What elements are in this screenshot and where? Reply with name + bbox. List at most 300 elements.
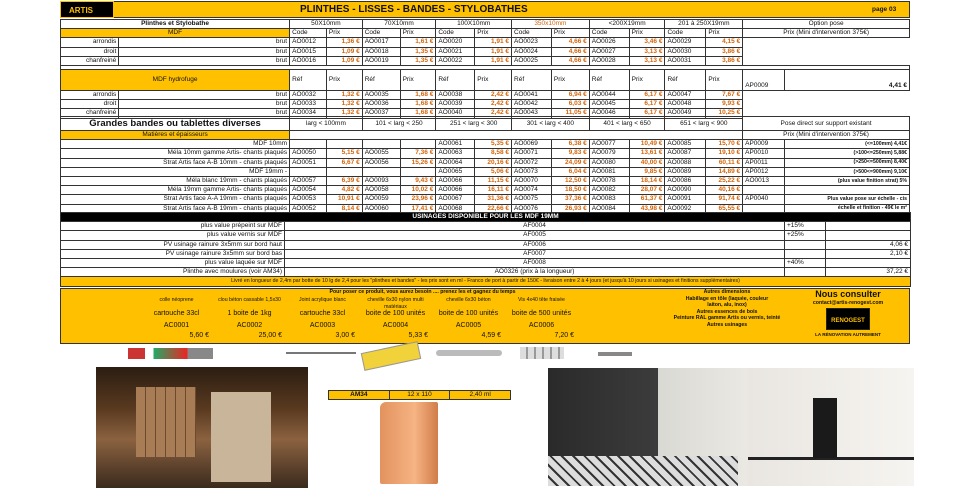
table-cell: AO0043 xyxy=(512,109,552,118)
table-cell: AO0018 xyxy=(362,47,400,56)
col-ref: Réf xyxy=(290,69,327,90)
table-cell: arrondis xyxy=(61,38,119,47)
table-cell: 15,70 € xyxy=(706,140,743,149)
table-cell: chanfreiné xyxy=(61,56,119,65)
table-cell: AO0024 xyxy=(512,47,552,56)
table-cell: AO0091 xyxy=(665,195,706,204)
table-row xyxy=(61,167,910,176)
table-cell: Strat Artis face A-B 19mm - chants plaqués xyxy=(61,204,290,213)
table-cell: AO0061 xyxy=(436,140,475,149)
renogest-logo xyxy=(826,308,870,330)
table-cell: 8,14 € xyxy=(326,204,362,213)
table-cell: AP0012 xyxy=(743,167,785,176)
col-prix: Prix xyxy=(475,29,512,38)
table-cell: AO0078 xyxy=(589,176,629,185)
table-cell: AO0090 xyxy=(665,186,706,195)
pose-head: Pose direct sur support existant xyxy=(743,117,910,131)
table-row xyxy=(61,47,910,56)
table-cell: +40% xyxy=(785,258,826,267)
table-cell xyxy=(785,249,826,258)
table-cell: AO0056 xyxy=(362,158,400,167)
page-number: page 03 xyxy=(872,6,897,13)
table-cell: Plus value pose sur échelle - cis xyxy=(785,195,910,204)
table-cell: AO0073 xyxy=(512,167,552,176)
table-cell: 3,86 € xyxy=(706,56,743,65)
table-cell: 37,22 € xyxy=(826,268,911,277)
table-cell: 6,67 € xyxy=(326,158,362,167)
molding-sample xyxy=(380,402,438,484)
table-cell: brut xyxy=(119,100,290,109)
larg-head: 101 < larg < 250 xyxy=(362,117,436,131)
table-cell: 25,22 € xyxy=(706,176,743,185)
table-cell: AO0074 xyxy=(512,186,552,195)
table-cell: 15,26 € xyxy=(400,158,436,167)
table-cell: AO0028 xyxy=(589,56,629,65)
accessory-pack: boite de 100 unités xyxy=(438,310,499,317)
col-code: Code xyxy=(362,29,400,38)
table-cell: droit xyxy=(61,100,119,109)
table-cell: AF0004 xyxy=(285,222,785,231)
table-cell: 40,00 € xyxy=(629,158,665,167)
table-cell: plus value prépeint sur MDF xyxy=(61,222,285,231)
table-cell: AO0037 xyxy=(362,109,400,118)
col-prix: Prix xyxy=(629,29,665,38)
larg-head: 401 < larg < 650 xyxy=(589,117,665,131)
table-cell: AO0086 xyxy=(665,176,706,185)
plinthes-table xyxy=(60,19,910,119)
accessory-item xyxy=(432,296,505,344)
hallway xyxy=(748,368,914,486)
table-cell: 5,06 € xyxy=(475,167,512,176)
mdf-band: MDF xyxy=(61,29,290,38)
col-ref: Réf xyxy=(665,69,706,90)
size-head: 201 à 250X19mm xyxy=(665,20,743,29)
accessory-code: AC0006 xyxy=(528,322,555,329)
table-cell: 9,93 € xyxy=(706,100,743,109)
table-cell: AO0055 xyxy=(362,149,400,158)
glue-cartridge-icon xyxy=(128,348,213,359)
col-prix: Prix xyxy=(326,29,362,38)
table-cell: 1,35 € xyxy=(400,56,436,65)
brand-name: RENOGEST xyxy=(831,318,865,324)
table-cell: 9,85 € xyxy=(629,167,665,176)
table-cell: brut xyxy=(119,90,290,99)
table-cell: droit xyxy=(61,47,119,56)
table-cell: AO0047 xyxy=(665,90,706,99)
table-row xyxy=(61,249,911,258)
other-option-line: laiton, alu, inox) xyxy=(707,302,747,308)
table-cell: 2,42 € xyxy=(475,100,512,109)
table-cell: AO0034 xyxy=(290,109,327,118)
larg-head: 251 < larg < 300 xyxy=(436,117,512,131)
accessory-item xyxy=(286,296,359,344)
table-cell: 9,43 € xyxy=(400,176,436,185)
table-cell: MDF 10mm xyxy=(61,140,290,149)
am34-len: 2,40 ml xyxy=(450,391,511,400)
table-cell: AO0079 xyxy=(589,149,629,158)
table-cell xyxy=(785,268,826,277)
accessory-code: AC0003 xyxy=(309,322,336,329)
hydro-band: MDF hydrofuge xyxy=(61,69,290,90)
am34-spec xyxy=(328,390,511,400)
screw-icon xyxy=(598,352,632,356)
table-cell: Méla blanc 19mm - chants plaqués xyxy=(61,176,290,185)
table-cell: AO0032 xyxy=(290,90,327,99)
table-cell: 6,17 € xyxy=(629,109,665,118)
table-cell: 4,15 € xyxy=(706,38,743,47)
table-cell: (>500<=900mm) 9,10€ xyxy=(785,167,910,176)
other-options xyxy=(668,289,786,328)
table-cell: AO0015 xyxy=(290,47,327,56)
table-cell: 1,91 € xyxy=(475,47,512,56)
page-title-text: PLINTHES - LISSES - BANDES - STYLOBATHES xyxy=(300,4,528,15)
table-cell: PV usinage rainure 3x5mm sur bord bas xyxy=(61,249,285,258)
table-cell: 20,16 € xyxy=(475,158,512,167)
table-cell: 11,05 € xyxy=(551,109,589,118)
col-code: Code xyxy=(436,29,475,38)
table-cell: 24,09 € xyxy=(551,158,589,167)
table-cell: 22,66 € xyxy=(475,204,512,213)
table-cell: 4,66 € xyxy=(551,38,589,47)
table-cell: 31,36 € xyxy=(475,195,512,204)
usinages-rows xyxy=(61,222,911,277)
col-code: Code xyxy=(290,29,327,38)
col-code: Code xyxy=(512,29,552,38)
tiled-floor xyxy=(548,456,738,486)
table-cell: 17,41 € xyxy=(400,204,436,213)
table-cell xyxy=(785,240,826,249)
accessory-price: 4,59 € xyxy=(481,332,501,339)
table-cell: arrondis xyxy=(61,90,119,99)
table-row xyxy=(61,222,911,231)
table-cell: 5,35 € xyxy=(475,140,512,149)
hydro-option-code: AP0009 xyxy=(743,69,785,90)
table-cell: AO0041 xyxy=(512,90,552,99)
table-cell: 26,93 € xyxy=(551,204,589,213)
usinages-title: USINAGES DISPONIBLE POUR LES MDF 19MM xyxy=(61,213,911,222)
accessory-name: cheville 6x30 béton xyxy=(446,297,491,303)
table-cell: 3,13 € xyxy=(629,47,665,56)
bandes-rows xyxy=(61,140,910,214)
table-cell xyxy=(400,167,436,176)
table-cell: 10,91 € xyxy=(326,195,362,204)
table-cell: 7,36 € xyxy=(400,149,436,158)
table-cell: Strat Artis face A-B 10mm - chants plaqués xyxy=(61,158,290,167)
table-cell: +25% xyxy=(785,231,826,240)
table-cell: AO0081 xyxy=(589,167,629,176)
table-cell: AO0048 xyxy=(665,100,706,109)
table-cell: AO0049 xyxy=(665,109,706,118)
table-cell: AO0077 xyxy=(589,140,629,149)
table-cell xyxy=(785,186,910,195)
accessory-price: 7,20 € xyxy=(554,332,574,339)
table-cell: AO0075 xyxy=(512,195,552,204)
accessory-name: Joint acrylique blanc xyxy=(298,297,346,303)
other-option-line: Peinture RAL gamme Artis ou vernis, teinté xyxy=(673,315,781,321)
plinthes-heading: Plinthes et Stylobathe xyxy=(61,20,290,29)
accessory-price: 25,00 € xyxy=(258,332,282,339)
table-cell: 12,50 € xyxy=(551,176,589,185)
table-row xyxy=(61,140,910,149)
table-row xyxy=(61,56,910,65)
other-option-line: Autres essences de bois xyxy=(696,308,758,315)
table-cell: (<=100mm) 4,41€ xyxy=(785,140,910,149)
table-cell: 6,94 € xyxy=(551,90,589,99)
table-cell: AO0083 xyxy=(589,195,629,204)
table-cell: (>100<=250mm) 5,88€ xyxy=(785,149,910,158)
table-cell: AO0064 xyxy=(436,158,475,167)
accessory-item xyxy=(505,296,578,344)
table-cell: AO0030 xyxy=(665,47,706,56)
table-cell: AO0066 xyxy=(436,186,475,195)
table-cell: 43,98 € xyxy=(629,204,665,213)
table-cell: AF0006 xyxy=(285,240,785,249)
table-cell: AO0057 xyxy=(290,176,327,185)
table-cell xyxy=(826,231,911,240)
table-cell: AO0045 xyxy=(589,100,629,109)
table-cell: AO0013 xyxy=(743,176,785,185)
table-cell: AO0021 xyxy=(436,47,475,56)
table-cell: AO0020 xyxy=(436,38,475,47)
size-head: <200X19mm xyxy=(589,20,665,29)
hydro-option-price: 4,41 € xyxy=(785,69,910,90)
table-cell: AO0026 xyxy=(589,38,629,47)
table-cell: AO0038 xyxy=(436,90,475,99)
table-cell xyxy=(743,186,785,195)
table-row xyxy=(61,240,911,249)
table-cell: AO0025 xyxy=(512,56,552,65)
table-cell: 1,68 € xyxy=(400,100,436,109)
accessory-code: AC0004 xyxy=(382,322,409,329)
table-cell: AO0093 xyxy=(362,176,400,185)
mailboxes xyxy=(136,387,196,457)
table-cell: AO0012 xyxy=(290,38,327,47)
table-cell: 6,04 € xyxy=(551,167,589,176)
brand-sub: LA RÉNOVATION AUTREMENT xyxy=(815,332,881,337)
table-cell: AO0071 xyxy=(512,149,552,158)
larg-head: 301 < larg < 400 xyxy=(512,117,590,131)
table-cell: AO0051 xyxy=(290,158,327,167)
table-cell: 4,66 € xyxy=(551,47,589,56)
table-cell: plus value vernis sur MDF xyxy=(61,231,285,240)
table-cell: AO0076 xyxy=(512,204,552,213)
table-cell: AO0084 xyxy=(589,204,629,213)
table-cell: 1,09 € xyxy=(326,47,362,56)
am34-dim: 12 x 110 xyxy=(389,391,450,400)
table-cell: AO0017 xyxy=(362,38,400,47)
table-cell: AO0082 xyxy=(589,186,629,195)
table-row xyxy=(61,90,910,99)
table-cell: AO0033 xyxy=(290,100,327,109)
accessories-head: Pour poser ce produit, vous aurez besoin .... prenez les et gagnez du temps xyxy=(329,289,516,295)
blank xyxy=(290,131,743,140)
table-cell: 91,74 € xyxy=(706,195,743,204)
table-cell: AO0068 xyxy=(436,204,475,213)
table-cell: AO0063 xyxy=(436,149,475,158)
table-cell: AF0008 xyxy=(285,258,785,267)
table-row xyxy=(61,100,910,109)
col-prix: Prix xyxy=(475,69,512,90)
table-cell: +15% xyxy=(785,222,826,231)
wall-panel xyxy=(211,392,271,482)
col-ref: Réf xyxy=(436,69,475,90)
accessories-grid xyxy=(140,296,690,344)
pose-price-head: Prix (Mini d'intervention 375€) xyxy=(743,131,910,140)
table-cell: AO0066 xyxy=(436,176,475,185)
table-cell: 18,14 € xyxy=(629,176,665,185)
table-cell: 16,11 € xyxy=(475,186,512,195)
sealant-tube-icon xyxy=(361,341,421,371)
accessory-pack: boite de 500 unités xyxy=(511,310,572,317)
table-cell: AP0010 xyxy=(743,149,785,158)
table-cell: 40,16 € xyxy=(706,186,743,195)
contact-email[interactable]: contact@artis-renogest.com xyxy=(812,300,884,306)
table-cell: 3,13 € xyxy=(629,56,665,65)
table-cell: AO0042 xyxy=(512,100,552,109)
table-cell: AO0016 xyxy=(290,56,327,65)
table-cell: AP0040 xyxy=(743,195,785,204)
col-ref: Réf xyxy=(512,69,552,90)
table-cell: AO0326 (prix à la longueur) xyxy=(285,268,785,277)
table-cell: 6,39 € xyxy=(326,176,362,185)
usinages-table xyxy=(60,212,911,287)
table-cell: AO0065 xyxy=(436,167,475,176)
bandes-table xyxy=(60,116,910,214)
table-cell: AO0035 xyxy=(362,90,400,99)
table-cell: AO0060 xyxy=(362,204,400,213)
table-cell xyxy=(362,167,400,176)
table-cell: 5,15 € xyxy=(326,149,362,158)
table-cell: 37,36 € xyxy=(551,195,589,204)
table-cell: AO0029 xyxy=(665,38,706,47)
table-cell: PV usinage rainure 3x5mm sur bord haut xyxy=(61,240,285,249)
table-cell: 1,36 € xyxy=(326,38,362,47)
table-cell: AF0007 xyxy=(285,249,785,258)
table-cell: 1,68 € xyxy=(400,109,436,118)
table-cell: brut xyxy=(119,47,290,56)
table-cell: AO0058 xyxy=(362,186,400,195)
table-cell: 18,50 € xyxy=(551,186,589,195)
option-head: Option pose xyxy=(743,20,910,29)
table-cell: AP0011 xyxy=(743,158,785,167)
table-cell: AO0050 xyxy=(290,149,327,158)
table-row xyxy=(61,258,911,267)
table-cell: 10,25 € xyxy=(706,109,743,118)
other-option-line: Autres usinages xyxy=(706,321,748,328)
table-cell: plus value laquée sur MDF xyxy=(61,258,285,267)
table-cell: AO0080 xyxy=(589,158,629,167)
table-cell: Strat Artis face A-A 19mm - chants plaqués xyxy=(61,195,290,204)
accessory-pack: cartouche 33cl xyxy=(299,310,346,317)
table-cell: 6,17 € xyxy=(629,90,665,99)
table-cell: AO0070 xyxy=(512,176,552,185)
table-cell: 1,68 € xyxy=(400,90,436,99)
col-ref: Réf xyxy=(589,69,629,90)
table-cell: brut xyxy=(119,56,290,65)
table-cell: Méla 10mm gamme Artis- chants plaqués xyxy=(61,149,290,158)
table-cell: (>250<=500mm) 8,40€ xyxy=(785,158,910,167)
accessory-pack: boite de 100 unités xyxy=(365,310,426,317)
table-cell xyxy=(400,140,436,149)
accessory-price: 5,33 € xyxy=(408,332,428,339)
accessory-item xyxy=(213,296,286,344)
table-cell xyxy=(826,258,911,267)
table-cell xyxy=(826,222,911,231)
table-cell: 1,09 € xyxy=(326,56,362,65)
table-cell: AO0085 xyxy=(665,140,706,149)
table-cell: AO0089 xyxy=(665,167,706,176)
table-cell: 10,02 € xyxy=(400,186,436,195)
bandes-title: Grandes bandes ou tablettes diverses xyxy=(61,117,290,131)
table-cell: 7,67 € xyxy=(706,90,743,99)
table-cell: 14,89 € xyxy=(706,167,743,176)
col-prix: Prix xyxy=(326,69,362,90)
accessory-price: 3,00 € xyxy=(335,332,355,339)
table-cell: AO0019 xyxy=(362,56,400,65)
table-cell: 10,49 € xyxy=(629,140,665,149)
col-prix: Prix xyxy=(706,69,743,90)
col-prix: Prix xyxy=(629,69,665,90)
col-code: Code xyxy=(665,29,706,38)
table-cell: 1,35 € xyxy=(400,47,436,56)
table-cell: 2,42 € xyxy=(475,109,512,118)
col-prix: Prix xyxy=(551,29,589,38)
table-cell: AO0087 xyxy=(665,149,706,158)
table-row xyxy=(61,149,910,158)
table-cell: 4,06 € xyxy=(826,240,911,249)
table-cell: AO0036 xyxy=(362,100,400,109)
table-row xyxy=(61,186,910,195)
table-cell: échelle et finition - 49€ le m² xyxy=(785,204,910,213)
accessory-name: Vis 4x40 tête fraisée xyxy=(518,297,565,303)
mdf-rows xyxy=(61,38,910,66)
anchor-plug-icon xyxy=(520,347,564,359)
accessory-item xyxy=(359,296,432,344)
table-cell: Plinthe avec moulures (voir AM34) xyxy=(61,268,285,277)
accessory-name: cheville 6x30 nylon multi matériaux xyxy=(367,297,424,310)
table-cell: AO0059 xyxy=(362,195,400,204)
table-row xyxy=(61,195,910,204)
accessory-name: colle néoprene xyxy=(159,297,194,303)
size-head: 100X10mm xyxy=(436,20,512,29)
table-row xyxy=(61,268,911,277)
table-cell: 19,10 € xyxy=(706,149,743,158)
lobby-photo xyxy=(96,367,308,488)
table-cell: AF0005 xyxy=(285,231,785,240)
other-option-line: Habillage en tôle (laquée, couleur xyxy=(685,295,769,302)
table-cell: brut xyxy=(119,109,290,118)
table-cell: brut xyxy=(119,38,290,47)
size-head: 50X10mm xyxy=(290,20,363,29)
matieres-band: Matières et épaisseurs xyxy=(61,131,290,140)
table-cell: 61,37 € xyxy=(629,195,665,204)
table-cell: AO0052 xyxy=(290,204,327,213)
larg-head: 651 < larg < 900 xyxy=(665,117,743,131)
table-cell: AO0027 xyxy=(589,47,629,56)
table-cell: 3,46 € xyxy=(629,38,665,47)
table-cell: 2,42 € xyxy=(475,90,512,99)
col-code: Code xyxy=(589,29,629,38)
nylon-plug-icon xyxy=(436,350,502,356)
table-cell: 28,07 € xyxy=(629,186,665,195)
table-row xyxy=(61,231,911,240)
table-cell: AO0039 xyxy=(436,100,475,109)
accessory-pack: 1 boite de 1kg xyxy=(227,310,272,317)
col-prix: Prix xyxy=(400,69,436,90)
table-cell: AO0054 xyxy=(290,186,327,195)
col-prix: Prix xyxy=(551,69,589,90)
table-cell: AO0022 xyxy=(436,56,475,65)
